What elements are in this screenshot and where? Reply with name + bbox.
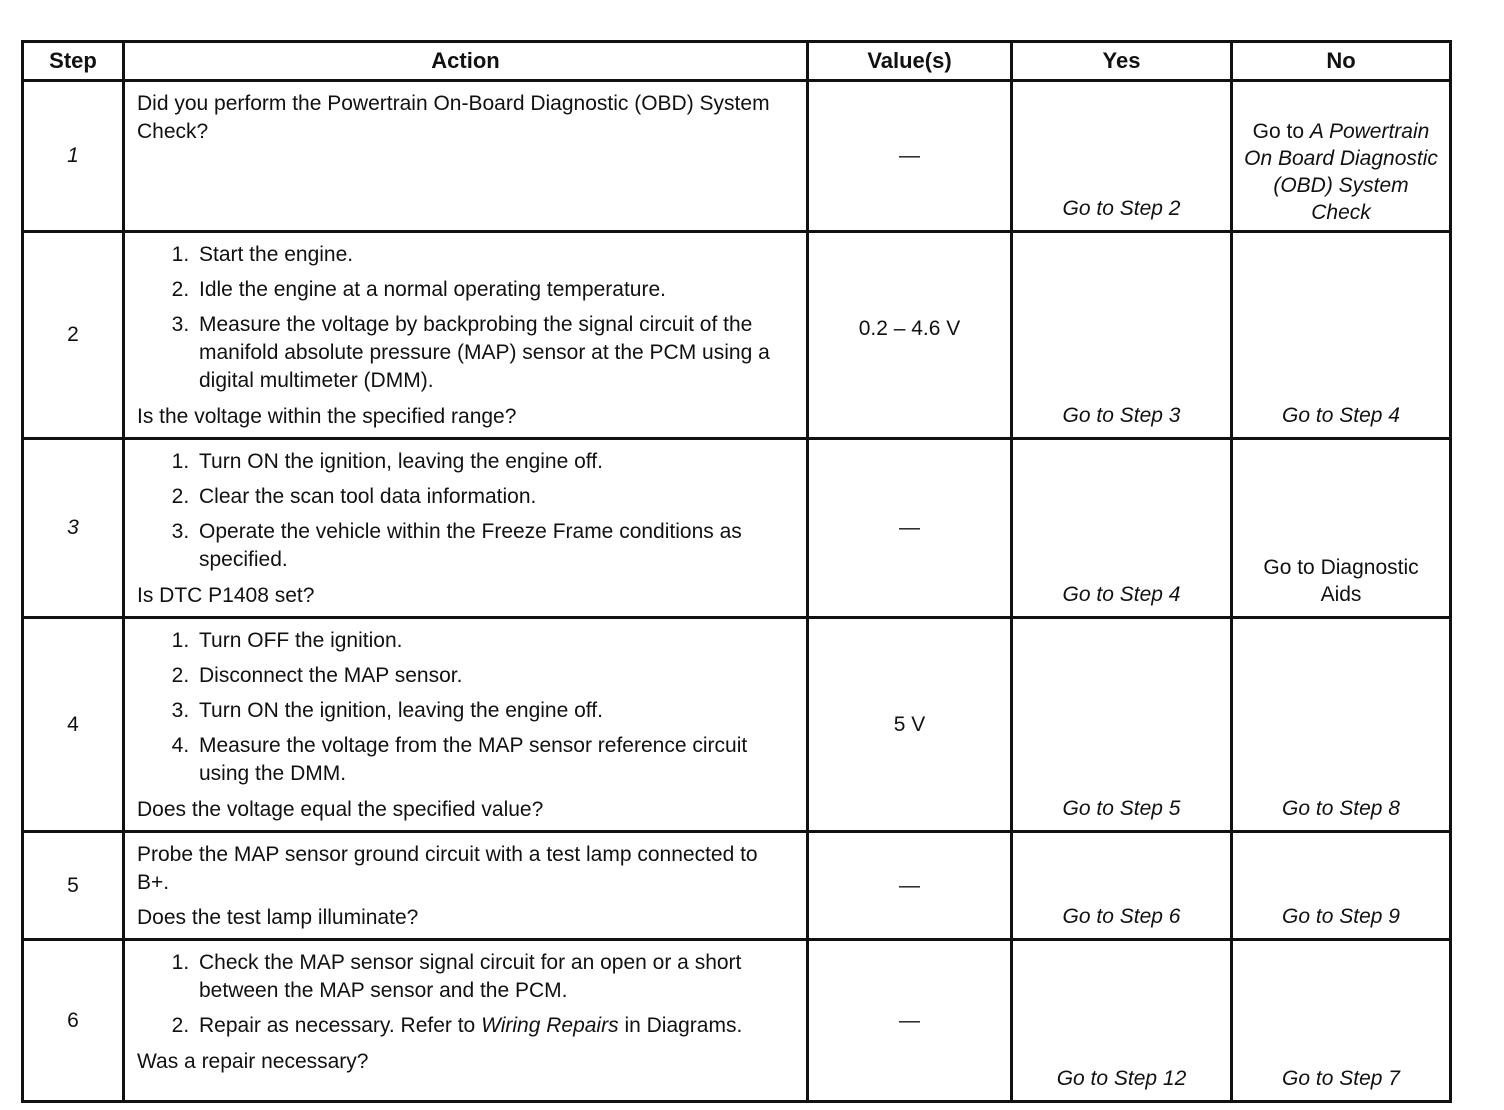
header-no: No [1232,42,1451,81]
diagnostic-table [21,40,1452,1103]
action-cell [124,439,808,618]
yes-cell: Go to Step 4 [1012,439,1232,618]
value-cell: — [808,439,1012,618]
step-number: 5 [23,832,124,940]
step-number: 1 [23,81,124,232]
action-list [137,241,792,395]
action-list [137,448,792,574]
action-text: Probe the MAP sensor ground circuit with a test lamp connected to B+. [137,843,758,894]
header-values: Value(s) [808,42,1012,81]
wiring-repairs-reference: Wiring Repairs [481,1014,619,1037]
list-item: 3. Measure the voltage by backprobing the signal circuit of the manifold absolute pressure (MAP) sensor at the PCM using a digital multimeter (DMM). [195,311,792,395]
value-cell: 5 V [808,618,1012,832]
table-row [23,81,1451,232]
action-list [137,627,792,788]
header-step: Step [23,42,124,81]
no-cell: Go to Step 4 [1232,232,1451,439]
action-cell [124,940,808,1102]
no-cell: Go to Step 7 [1232,940,1451,1102]
action-question: Was a repair necessary? [137,1050,369,1073]
step-number: 4 [23,618,124,832]
no-cell [1232,81,1451,232]
action-list [137,949,792,1040]
action-cell [124,81,808,232]
list-item [195,1012,792,1040]
action-cell [124,832,808,940]
header-yes: Yes [1012,42,1232,81]
step-number: 2 [23,232,124,439]
header-row [23,42,1451,81]
value-cell: — [808,81,1012,232]
list-item: 3. Turn ON the ignition, leaving the engine off. [195,697,792,725]
action-cell [124,618,808,832]
yes-cell: Go to Step 5 [1012,618,1232,832]
list-item: 1. Turn OFF the ignition. [195,627,792,655]
action-text: Did you perform the Powertrain On-Board Diagnostic (OBD) System Check? [137,92,770,143]
table-row [23,618,1451,832]
action-question: Does the voltage equal the specified value? [137,798,544,821]
no-cell: Go to Step 9 [1232,832,1451,940]
yes-cell: Go to Step 3 [1012,232,1232,439]
list-item: 1. Check the MAP sensor signal circuit for an open or a short between the MAP sensor and the PCM. [195,949,792,1005]
header-action: Action [124,42,808,81]
step-number: 3 [23,439,124,618]
action-question: Is DTC P1408 set? [137,584,315,607]
list-item: 1. Turn ON the ignition, leaving the engine off. [195,448,792,476]
value-cell: — [808,832,1012,940]
table-row [23,832,1451,940]
list-item: 1. Start the engine. [195,241,792,269]
list-item-text: in Diagrams. [624,1014,743,1037]
list-item: 3. Operate the vehicle within the Freeze Frame conditions as specified. [195,518,792,574]
no-cell: Go to Diagnostic Aids [1232,439,1451,618]
list-item: 4. Measure the voltage from the MAP sensor reference circuit using the DMM. [195,732,792,788]
yes-cell: Go to Step 6 [1012,832,1232,940]
table-row [23,439,1451,618]
list-item-text: Repair as necessary. Refer to [199,1014,476,1037]
value-cell: — [808,940,1012,1102]
list-item: 2. Disconnect the MAP sensor. [195,662,792,690]
value-cell: 0.2 – 4.6 V [808,232,1012,439]
yes-cell: Go to Step 2 [1012,81,1232,232]
table-row [23,940,1451,1102]
list-item: 2. Idle the engine at a normal operating temperature. [195,276,792,304]
no-prefix: Go to [1252,120,1305,143]
action-cell [124,232,808,439]
step-number: 6 [23,940,124,1102]
list-item: 2. Clear the scan tool data information. [195,483,792,511]
no-reference: A Powertrain On Board Diagnostic (OBD) System Check [1244,120,1438,224]
no-cell: Go to Step 8 [1232,618,1451,832]
table-row [23,232,1451,439]
action-question: Does the test lamp illuminate? [137,906,419,929]
yes-cell: Go to Step 12 [1012,940,1232,1102]
action-question: Is the voltage within the specified range? [137,405,517,428]
